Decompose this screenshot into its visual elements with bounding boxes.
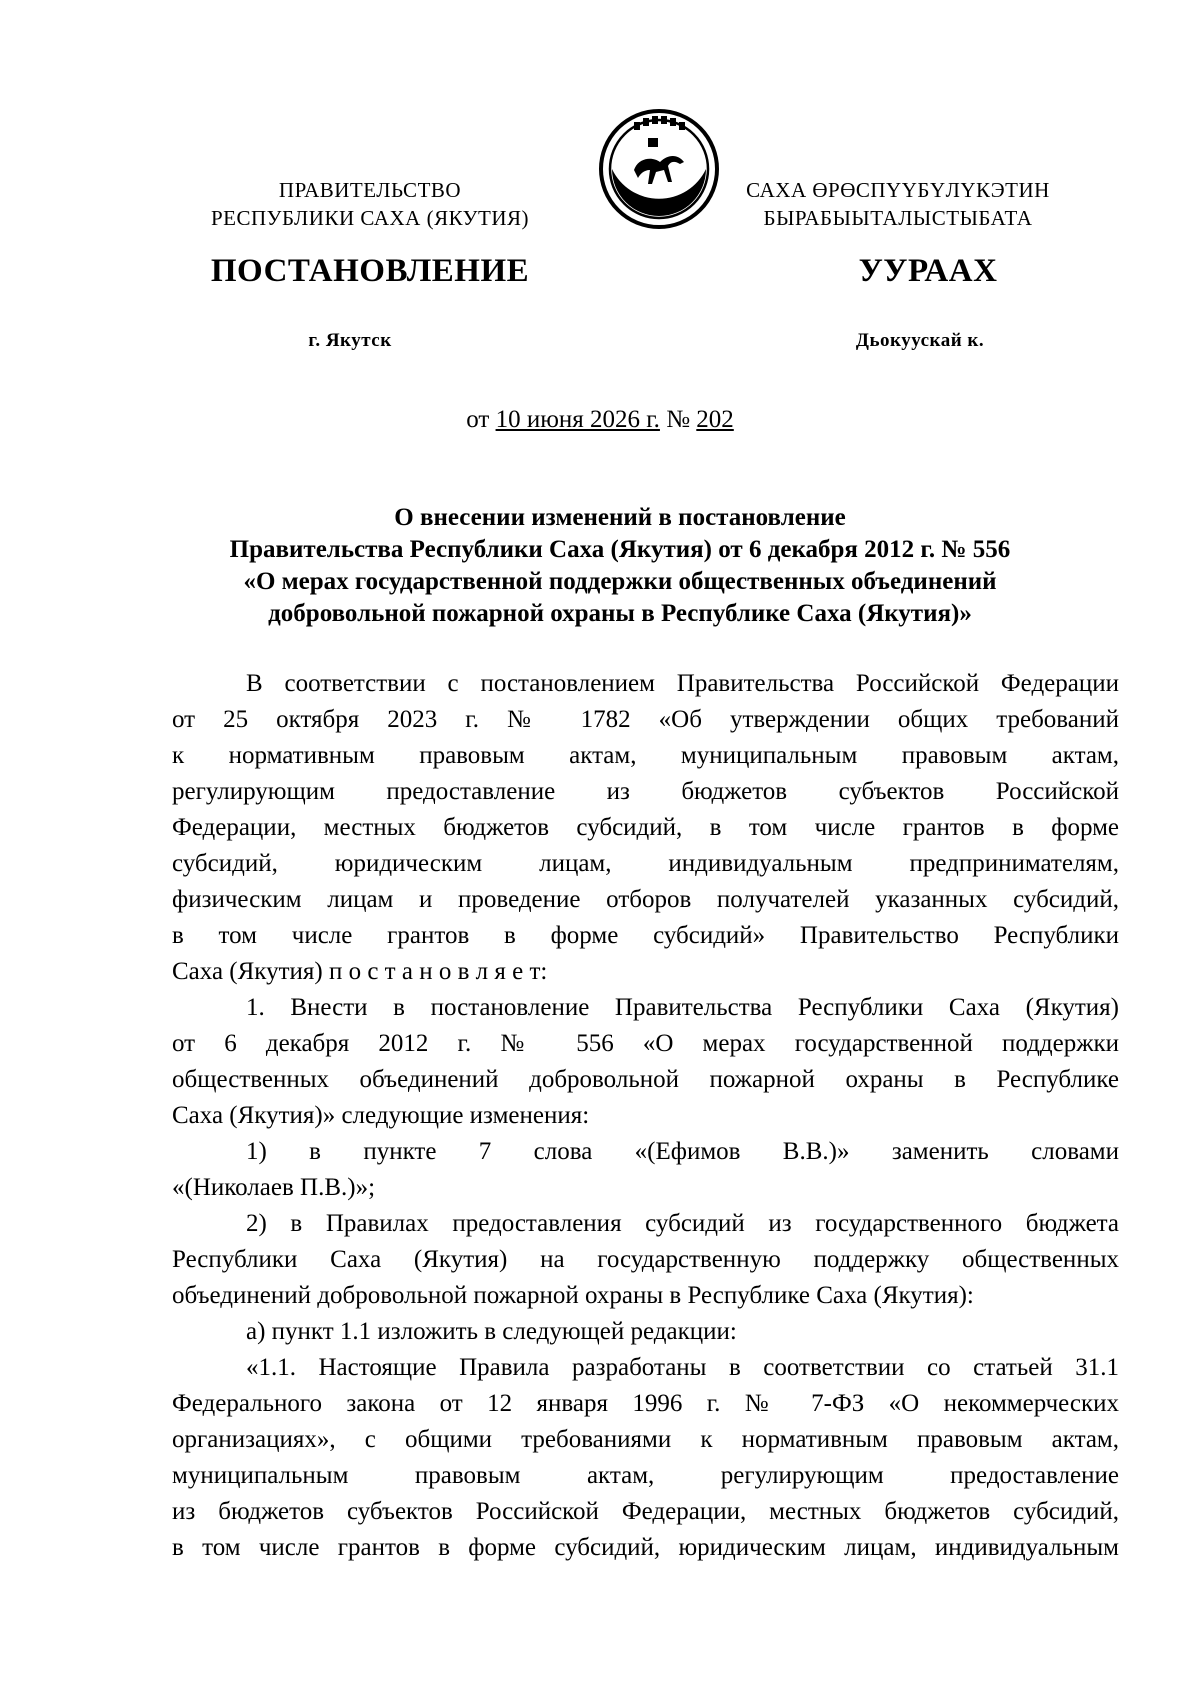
title-line: добровольной пожарной охраны в Республике Саха (Якутия)» — [268, 600, 972, 627]
city-russian: г. Якутск — [308, 330, 392, 351]
body-line: «(Николаев П.В.)»; — [172, 1174, 376, 1201]
document-title — [160, 502, 1080, 630]
body-line: Саха (Якутия)» следующие изменения: — [172, 1102, 590, 1129]
body-line: физическим лицам и проведение отборов получателей указанных субсидий, — [172, 886, 1119, 913]
body-line: объединений добровольной пожарной охраны в Республике Саха (Якутия): — [172, 1282, 974, 1309]
body-line: от 25 октября 2023 г. № 1782 «Об утверждении общих требований — [172, 706, 1119, 733]
date-value: 10 июня 2026 г. — [495, 406, 660, 433]
body-line: 2) в Правилах предоставления субсидий из государственного бюджета — [246, 1210, 1119, 1237]
title-line: Правительства Республики Саха (Якутия) от 6 декабря 2012 г. № 556 — [229, 536, 1011, 563]
body-line: «1.1. Настоящие Правила разработаны в соответствии со статьей 31.1 — [246, 1354, 1119, 1381]
document-type-sakha: УУРААХ — [858, 253, 998, 289]
body-line: Саха (Якутия) п о с т а н о в л я е т: — [172, 958, 548, 985]
document-date-line — [0, 406, 1200, 434]
body-line: Республики Саха (Якутия) на государственную поддержку общественных — [172, 1246, 1119, 1273]
org-ru-line-1: ПРАВИТЕЛЬСТВО — [278, 178, 462, 202]
org-sakha-line-1: САХА ӨРӨСПҮҮБҮЛҮКЭТИН — [746, 178, 1050, 202]
organization-name-russian — [140, 176, 600, 232]
organization-name-sakha — [668, 176, 1128, 232]
body-line: организациях», с общими требованиями к нормативным правовым актам, — [172, 1426, 1119, 1453]
body-line: В соответствии с постановлением Правительства Российской Федерации — [246, 670, 1119, 697]
date-prefix: от — [466, 406, 496, 433]
body-line: Федерации, местных бюджетов субсидий, в том числе грантов в форме — [172, 814, 1119, 841]
body-line: регулирующим предоставление из бюджетов субъектов Российской — [172, 778, 1119, 805]
body-line: 1) в пункте 7 слова «(Ефимов В.В.)» заменить словами — [246, 1138, 1119, 1165]
body-line: субсидий, юридическим лицам, индивидуальным предпринимателям, — [172, 850, 1119, 877]
document-body — [172, 666, 1119, 1566]
body-line: в том числе грантов в форме субсидий, юридическим лицам, индивидуальным — [172, 1534, 1119, 1561]
title-line: «О мерах государственной поддержки общественных объединений — [243, 568, 997, 595]
body-line: из бюджетов субъектов Российской Федерации, местных бюджетов субсидий, — [172, 1498, 1119, 1525]
body-line: общественных объединений добровольной пожарной охраны в Республике — [172, 1066, 1119, 1093]
body-line: Федерального закона от 12 января 1996 г. № 7-ФЗ «О некоммерческих — [172, 1390, 1119, 1417]
city-sakha: Дьокуускай к. — [855, 330, 985, 351]
org-sakha-line-2: БЫРАБЫЫТАЛЫСТЫБАТА — [763, 206, 1033, 230]
body-line: в том числе грантов в форме субсидий» Правительство Республики — [172, 922, 1119, 949]
document-number: 202 — [696, 406, 734, 433]
body-line: к нормативным правовым актам, муниципальным правовым актам, — [172, 742, 1119, 769]
title-line: О внесении изменений в постановление — [394, 504, 846, 531]
body-line: 1. Внести в постановление Правительства Республики Саха (Якутия) — [246, 994, 1119, 1021]
document-type-russian: ПОСТАНОВЛЕНИЕ — [210, 253, 530, 289]
org-ru-line-2: РЕСПУБЛИКИ САХА (ЯКУТИЯ) — [210, 206, 530, 230]
body-line: муниципальным правовым актам, регулирующим предоставление — [172, 1462, 1119, 1489]
body-line: от 6 декабря 2012 г. № 556 «О мерах государственной поддержки — [172, 1030, 1119, 1057]
number-label: № — [659, 406, 697, 433]
body-line: а) пункт 1.1 изложить в следующей редакции: — [246, 1318, 737, 1345]
